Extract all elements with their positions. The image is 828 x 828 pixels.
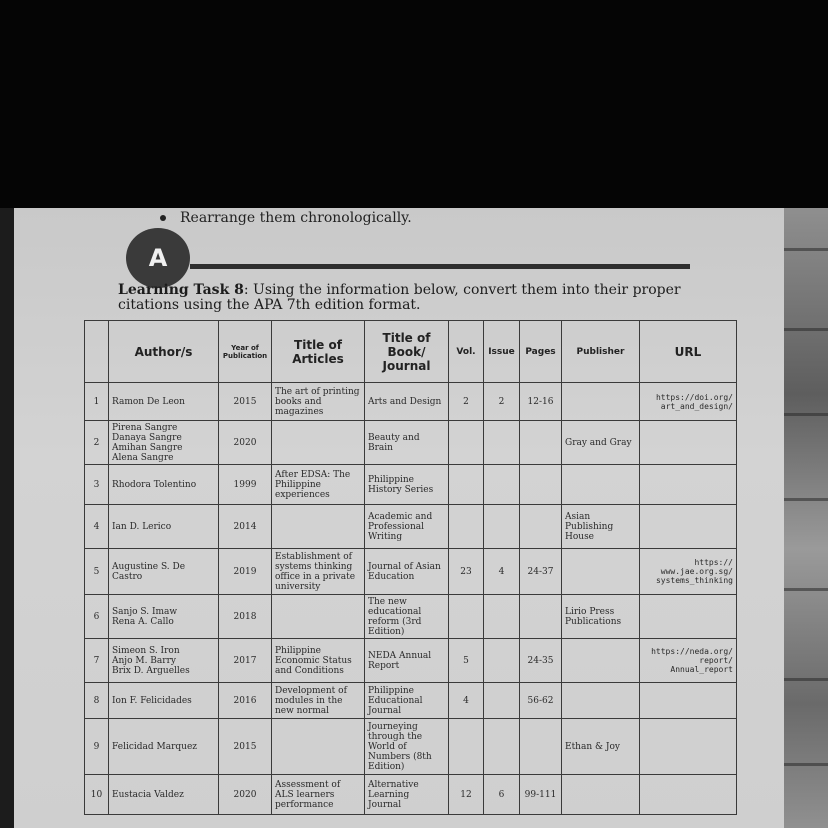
issue-cell — [484, 383, 520, 421]
year-cell-text: 2014 — [233, 521, 257, 532]
volume-cell — [449, 549, 484, 595]
header-no — [85, 321, 109, 383]
issue-cell-text: 4 — [498, 566, 505, 577]
publisher-cell — [562, 383, 640, 421]
url-cell-text: https://neda.org/ report/ Annual_report — [651, 647, 733, 674]
year-cell-text: 2015 — [233, 396, 257, 407]
book-title-cell — [365, 639, 449, 683]
author-cell-text: Eustacia Valdez — [112, 789, 184, 800]
year-cell — [219, 639, 272, 683]
author-cell — [109, 639, 219, 683]
volume-cell — [449, 505, 484, 549]
url-cell — [640, 465, 737, 505]
bullet-icon — [160, 215, 166, 221]
article-title-cell-text: Development of modules in the new normal — [275, 685, 347, 716]
volume-cell-text: 12 — [460, 789, 472, 800]
article-title-cell-text: The art of printing books and magazines — [275, 386, 360, 417]
row-number — [85, 505, 109, 549]
book-title-cell-text: Philippine Educational Journal — [368, 685, 423, 716]
year-cell-text: 2020 — [233, 437, 257, 448]
author-cell-text: Simeon S. Iron Anjo M. Barry Brix D. Arguelles — [112, 645, 190, 676]
row-number-text: 1 — [93, 396, 100, 407]
year-cell — [219, 549, 272, 595]
book-title-cell — [365, 421, 449, 465]
volume-cell — [449, 465, 484, 505]
article-title-cell-text: Establishment of systems thinking office in a private university — [275, 551, 356, 592]
row-number — [85, 549, 109, 595]
pages-cell — [520, 683, 562, 719]
issue-cell — [484, 421, 520, 465]
issue-cell-text: 2 — [498, 396, 505, 407]
pages-cell — [520, 595, 562, 639]
row-number — [85, 683, 109, 719]
issue-cell — [484, 719, 520, 775]
issue-cell — [484, 595, 520, 639]
volume-cell — [449, 639, 484, 683]
url-cell-text: https:// www.jae.org.sg/ systems_thinking — [655, 558, 733, 585]
url-cell — [640, 775, 737, 815]
book-title-cell — [365, 719, 449, 775]
instruction-bullet — [160, 210, 412, 226]
header-row — [85, 321, 737, 383]
publisher-cell-text: Gray and Gray — [565, 437, 632, 448]
table-row — [85, 639, 737, 683]
table-row — [85, 719, 737, 775]
issue-cell — [484, 505, 520, 549]
header-year: Year of Publication — [219, 321, 272, 383]
header-authors: Author/s — [109, 321, 219, 383]
author-cell — [109, 465, 219, 505]
volume-cell — [449, 421, 484, 465]
article-title-cell — [272, 775, 365, 815]
author-cell — [109, 421, 219, 465]
author-cell — [109, 383, 219, 421]
table-row — [85, 775, 737, 815]
article-title-cell-text: Assessment of ALS learners performance — [275, 779, 341, 810]
task-label: Learning Task 8 — [118, 282, 244, 298]
url-cell — [640, 505, 737, 549]
pages-cell-text: 99-111 — [524, 789, 557, 800]
table-row — [85, 465, 737, 505]
issue-cell-text: 6 — [498, 789, 505, 800]
book-title-cell-text: Journal of Asian Education — [368, 561, 441, 582]
url-cell — [640, 421, 737, 465]
pages-cell-text: 56-62 — [527, 695, 554, 706]
article-title-cell — [272, 719, 365, 775]
row-number — [85, 775, 109, 815]
volume-cell-text: 5 — [463, 655, 469, 666]
pages-cell — [520, 383, 562, 421]
year-cell-text: 2016 — [233, 695, 257, 706]
year-cell — [219, 383, 272, 421]
author-cell — [109, 683, 219, 719]
author-cell-text: Augustine S. De Castro — [112, 561, 186, 582]
worksheet-page — [14, 208, 784, 828]
task-text: : Using the information below, convert them into their proper citations using the APA 7th edition format. — [118, 282, 681, 313]
year-cell — [219, 719, 272, 775]
issue-cell — [484, 465, 520, 505]
url-cell — [640, 683, 737, 719]
year-cell — [219, 505, 272, 549]
article-title-cell — [272, 383, 365, 421]
volume-cell-text: 2 — [463, 396, 469, 407]
volume-cell — [449, 719, 484, 775]
issue-cell — [484, 775, 520, 815]
author-cell — [109, 595, 219, 639]
year-cell-text: 2015 — [233, 741, 257, 752]
volume-cell — [449, 595, 484, 639]
pages-cell — [520, 775, 562, 815]
pages-cell — [520, 639, 562, 683]
author-cell-text: Pirena Sangre Danaya Sangre Amihan Sangre Alena Sangre — [112, 422, 183, 463]
table-row — [85, 549, 737, 595]
volume-cell-text: 4 — [463, 695, 469, 706]
pages-cell — [520, 465, 562, 505]
article-title-cell-text: After EDSA: The Philippine experiences — [275, 469, 351, 500]
row-number-text: 9 — [93, 741, 100, 752]
year-cell-text: 2017 — [233, 655, 257, 666]
row-number — [85, 383, 109, 421]
row-number-text: 3 — [93, 479, 100, 490]
publisher-cell-text: Asian Publishing House — [565, 511, 614, 542]
pages-cell — [520, 719, 562, 775]
year-cell — [219, 595, 272, 639]
table-row — [85, 505, 737, 549]
article-title-cell — [272, 505, 365, 549]
row-number-text: 5 — [93, 566, 100, 577]
pages-cell-text: 24-37 — [527, 566, 554, 577]
url-cell — [640, 595, 737, 639]
publisher-cell — [562, 775, 640, 815]
background-paper-stack — [780, 208, 828, 828]
row-number-text: 6 — [93, 611, 100, 622]
row-number-text: 10 — [90, 789, 103, 800]
book-title-cell — [365, 549, 449, 595]
book-title-cell-text: Arts and Design — [368, 396, 442, 407]
author-cell — [109, 549, 219, 595]
book-title-cell-text: NEDA Annual Report — [368, 650, 432, 671]
year-cell — [219, 775, 272, 815]
book-title-cell-text: Journeying through the World of Numbers (8th Edition) — [368, 721, 432, 772]
publisher-cell — [562, 719, 640, 775]
header-publisher: Publisher — [562, 321, 640, 383]
book-title-cell — [365, 383, 449, 421]
row-number — [85, 465, 109, 505]
header-url: URL — [640, 321, 737, 383]
article-title-cell — [272, 639, 365, 683]
article-title-cell-text: Philippine Economic Status and Conditions — [275, 645, 352, 676]
author-cell-text: Felicidad Marquez — [112, 741, 198, 752]
author-cell — [109, 505, 219, 549]
article-title-cell — [272, 549, 365, 595]
citation-data-table — [84, 320, 737, 815]
author-cell — [109, 775, 219, 815]
publisher-cell — [562, 683, 640, 719]
url-cell — [640, 549, 737, 595]
pages-cell — [520, 421, 562, 465]
author-cell-text: Sanjo S. Imaw Rena A. Callo — [112, 606, 178, 627]
row-number-text: 8 — [93, 695, 100, 706]
instruction-text: Rearrange them chronologically. — [180, 210, 412, 226]
publisher-cell — [562, 639, 640, 683]
task-instructions — [118, 283, 718, 313]
publisher-cell — [562, 595, 640, 639]
book-title-cell — [365, 595, 449, 639]
row-number-text: 7 — [93, 655, 100, 666]
volume-cell — [449, 383, 484, 421]
publisher-cell-text: Lirio Press Publications — [565, 606, 622, 627]
author-cell-text: Ion F. Felicidades — [112, 695, 192, 706]
author-cell — [109, 719, 219, 775]
issue-cell — [484, 549, 520, 595]
row-number — [85, 639, 109, 683]
year-cell-text: 2019 — [233, 566, 257, 577]
row-number — [85, 595, 109, 639]
article-title-cell — [272, 595, 365, 639]
year-cell — [219, 683, 272, 719]
article-title-cell — [272, 683, 365, 719]
book-title-cell — [365, 505, 449, 549]
section-badge: A — [126, 228, 190, 288]
pages-cell-text: 24-35 — [527, 655, 554, 666]
book-title-cell-text: Beauty and Brain — [368, 432, 420, 453]
book-title-cell — [365, 465, 449, 505]
url-cell — [640, 719, 737, 775]
row-number-text: 4 — [93, 521, 100, 532]
table-row — [85, 383, 737, 421]
dark-background-left — [0, 208, 14, 828]
row-number — [85, 421, 109, 465]
row-number-text: 2 — [93, 437, 100, 448]
url-cell-text: https://doi.org/ art_and_design/ — [655, 392, 733, 411]
issue-cell — [484, 639, 520, 683]
issue-cell — [484, 683, 520, 719]
publisher-cell — [562, 505, 640, 549]
header-vol: Vol. — [449, 321, 484, 383]
header-issue: Issue — [484, 321, 520, 383]
header-title-article: Title of Articles — [272, 321, 365, 383]
table-row — [85, 683, 737, 719]
book-title-cell — [365, 775, 449, 815]
pages-cell-text: 12-16 — [527, 396, 554, 407]
year-cell-text: 2018 — [233, 611, 257, 622]
volume-cell-text: 23 — [460, 566, 472, 577]
year-cell — [219, 421, 272, 465]
row-number — [85, 719, 109, 775]
year-cell-text: 1999 — [233, 479, 257, 490]
author-cell-text: Ian D. Lerico — [112, 521, 172, 532]
book-title-cell — [365, 683, 449, 719]
year-cell — [219, 465, 272, 505]
dark-background-top — [0, 0, 828, 208]
publisher-cell — [562, 549, 640, 595]
publisher-cell-text: Ethan & Joy — [565, 741, 620, 752]
author-cell-text: Ramon De Leon — [112, 396, 185, 407]
publisher-cell — [562, 465, 640, 505]
table-row — [85, 595, 737, 639]
year-cell-text: 2020 — [233, 789, 257, 800]
author-cell-text: Rhodora Tolentino — [112, 479, 197, 490]
article-title-cell — [272, 421, 365, 465]
book-title-cell-text: Academic and Professional Writing — [368, 511, 433, 542]
pages-cell — [520, 549, 562, 595]
pages-cell — [520, 505, 562, 549]
url-cell — [640, 383, 737, 421]
header-pages: Pages — [520, 321, 562, 383]
section-rule — [190, 264, 690, 269]
volume-cell — [449, 775, 484, 815]
table-row — [85, 421, 737, 465]
volume-cell — [449, 683, 484, 719]
publisher-cell — [562, 421, 640, 465]
book-title-cell-text: Alternative Learning Journal — [368, 779, 419, 810]
book-title-cell-text: Philippine History Series — [368, 474, 434, 495]
url-cell — [640, 639, 737, 683]
article-title-cell — [272, 465, 365, 505]
header-title-book: Title of Book/ Journal — [365, 321, 449, 383]
book-title-cell-text: The new educational reform (3rd Edition) — [368, 596, 422, 637]
